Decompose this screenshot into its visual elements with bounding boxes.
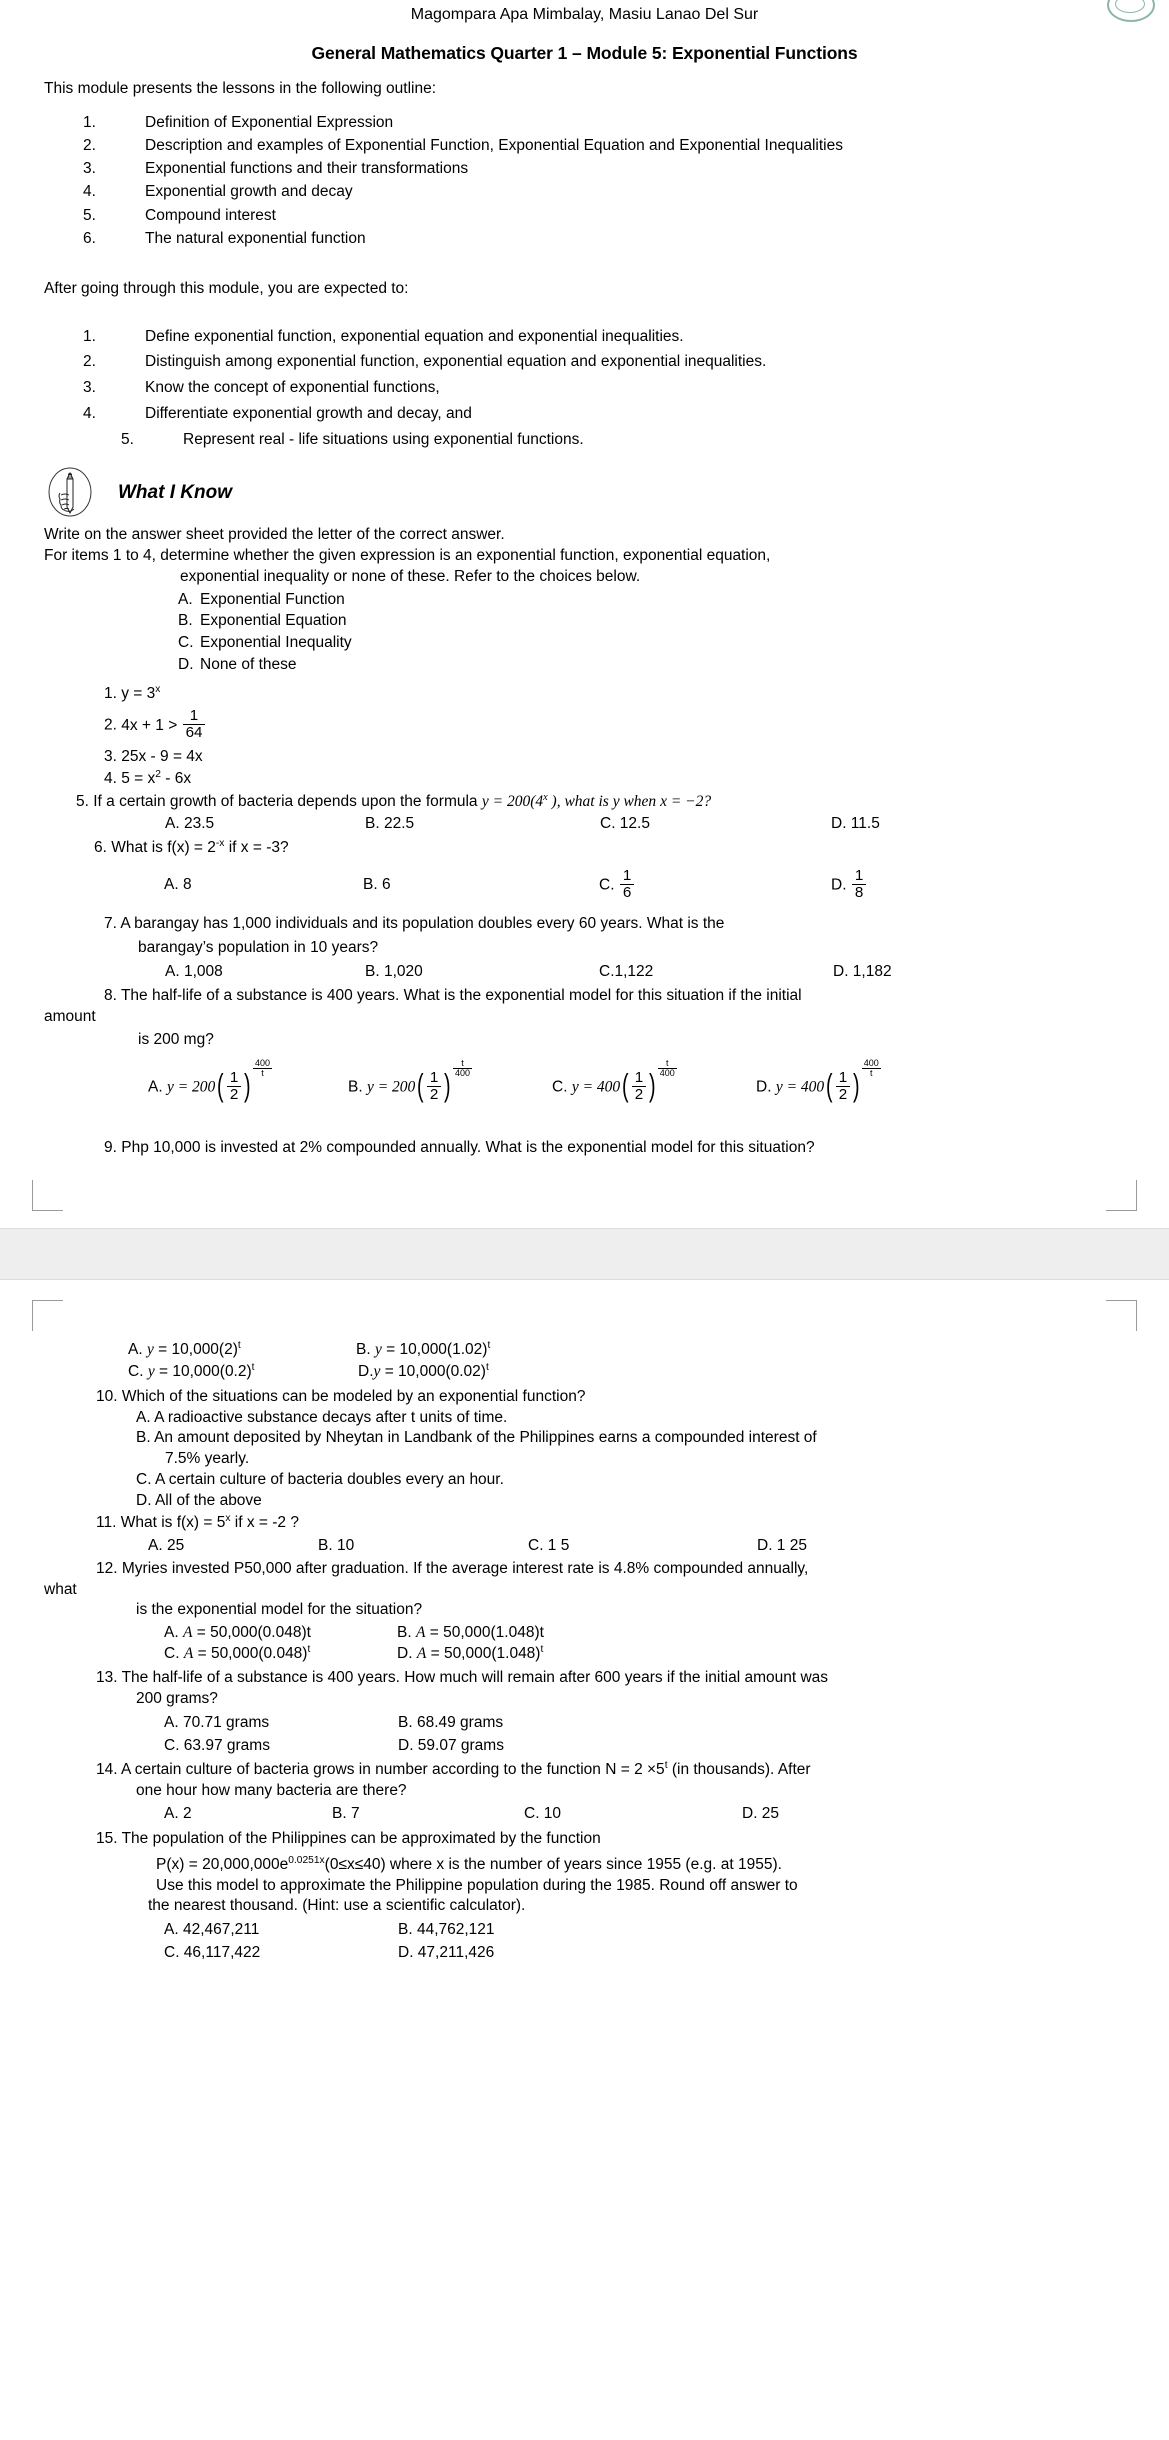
option-b: B. 22.5 — [365, 814, 415, 832]
fraction: $\frac{1}{2}$ — [427, 1070, 441, 1103]
question-12-line-1: Myries invested P50,000 after graduation. If the average interest rate is 4.8% compounded annually, — [121, 1559, 809, 1577]
option-d: D. 25 — [742, 1805, 780, 1823]
outline-list — [28, 113, 1141, 250]
choice-letter: A. — [178, 590, 193, 608]
question-11-text: What is $f(x) = 5^x$ if x = -2 ? — [120, 1513, 299, 1532]
document-page-2 — [0, 1280, 1169, 1975]
option-c: C. $\frac{1}{6}$ — [599, 869, 831, 902]
question-2-number: 2. — [104, 716, 117, 734]
question-9-line-1: Php 10,000 is invested at 2% compounded annually. What is the exponential model for this situation? — [121, 1138, 815, 1156]
option-d: D. 1 25 — [757, 1537, 807, 1555]
question-15-options-row-1 — [28, 1920, 1141, 1941]
outline-item — [83, 136, 1141, 157]
question-15-line-3: Use this model to approximate the Philippine population during the 1985. Round off answer to — [156, 1876, 798, 1894]
exponent-fraction: $\frac{400}{t}$ — [863, 1057, 879, 1078]
shared-choice-d — [178, 655, 1141, 676]
outline-item-label: Exponential growth and decay — [145, 183, 353, 201]
choice-text: Exponential Equation — [200, 612, 347, 630]
question-5-formula: $y = 200(4^x$ ), what is y when x = −2? — [481, 791, 712, 810]
outline-item-number: 5. — [83, 206, 96, 224]
question-15-number: 15. — [96, 1830, 118, 1848]
shared-choice-list — [28, 590, 1141, 676]
objective-item-number: 3. — [83, 379, 96, 397]
question-14 — [28, 1760, 1141, 1781]
page-1-bottom-crop-area — [28, 1158, 1141, 1228]
question-4-expression: $5 = x^2 - 6x$ — [121, 768, 192, 788]
outline-item — [83, 182, 1141, 203]
question-6-text: What is $f(x) = 2^{-x}$ if x = -3? — [111, 838, 289, 857]
question-12-line-3-wrap — [28, 1600, 1141, 1621]
option-b: B. $y = 10,000(1.02)^t$ — [356, 1340, 491, 1359]
school-address: Magompara Apa Mimbalay, Masiu Lanao Del Sur — [410, 6, 759, 23]
outline-item-number: 4. — [83, 183, 96, 201]
question-15-line-1: The population of the Philippines can be approximated by the function — [121, 1830, 601, 1848]
option-b: B. 1,020 — [365, 962, 423, 980]
objectives-list — [28, 327, 1141, 451]
question-6-options — [28, 869, 1141, 902]
question-15-formula-tail: (0≤x≤40) where x is the number of years since 1955 (e.g. at 1955). — [324, 1855, 782, 1873]
what-i-know-header — [28, 467, 1141, 517]
question-13 — [28, 1668, 1141, 1689]
question-7-line-2: barangay’s population in 10 years? — [138, 938, 379, 956]
question-1-number: 1. — [104, 684, 117, 702]
question-13-line-2: 200 grams? — [136, 1689, 218, 1707]
outline-item-number: 3. — [83, 160, 96, 178]
question-8-line-2: amount — [44, 1008, 96, 1026]
question-12-line-2-wrap — [28, 1580, 1141, 1601]
objective-item-label: Define exponential function, exponential equation and exponential inequalities. — [145, 327, 684, 345]
question-8 — [28, 986, 1141, 1007]
question-10-number: 10. — [96, 1387, 118, 1405]
what-i-know-title: What I Know — [118, 481, 232, 503]
question-6-number: 6. — [94, 839, 107, 857]
question-8-number: 8. — [104, 987, 117, 1005]
question-14-line-2: one hour how many bacteria are there? — [136, 1781, 407, 1799]
option-d: D. 59.07 grams — [398, 1737, 504, 1755]
question-5 — [28, 792, 1141, 813]
objective-item — [83, 378, 1141, 399]
fraction: $\frac{1}{6}$ — [620, 868, 634, 901]
option-d: D. y = 400( $\frac{1}{2}$ ) $\frac{400}{t}$ — [756, 1057, 879, 1104]
page-2-top-crop-area — [28, 1280, 1141, 1340]
objective-item — [83, 352, 1141, 373]
question-10-option-a: A. A radioactive substance decays after t units of time. — [136, 1408, 508, 1426]
option-b: B. 10 — [318, 1537, 355, 1555]
choice-text: None of these — [200, 655, 297, 673]
objective-item-number: 1. — [83, 327, 96, 345]
question-11-number: 11. — [96, 1514, 117, 1532]
exponent-fraction: $\frac{400}{t}$ — [254, 1057, 270, 1078]
fraction: $\frac{1}{2}$ — [836, 1070, 850, 1103]
question-3-expression: 25x - 9 = 4x — [121, 748, 203, 766]
question-8-line-3: is 200 mg? — [138, 1030, 214, 1048]
option-a: A. $y = 10,000(2)^t$ — [128, 1340, 241, 1359]
question-10-option-b: B. An amount deposited by Nheytan in Landbank of the Philippines earns a compounded interest of — [136, 1429, 817, 1447]
fraction: $\frac{1}{64}$ — [183, 708, 206, 741]
question-13-options-row-1 — [28, 1713, 1141, 1734]
answer-instruction-2a: For items 1 to 4, determine whether the given expression is an exponential function, exponential equation, — [44, 547, 771, 565]
objective-item-label: Represent real - life situations using exponential functions. — [183, 430, 584, 448]
option-d: $D.y = 10,000(0.02)^t$ — [358, 1361, 489, 1381]
option-b: B. A = 50,000(1.048)t — [397, 1624, 544, 1642]
option-c: C. 12.5 — [600, 814, 650, 832]
question-2-expression: 4x + 1 > $\frac{1}{64}$ — [121, 717, 206, 734]
question-6 — [28, 838, 1141, 859]
option-d: D. 11.5 — [831, 814, 880, 832]
question-14-line-2-wrap — [28, 1781, 1141, 1802]
question-2 — [28, 709, 1141, 742]
option-c: C. 10 — [524, 1805, 562, 1823]
question-5-options — [28, 814, 1141, 835]
option-b: B. 44,762,121 — [398, 1921, 495, 1939]
question-15-line-4-wrap — [28, 1896, 1141, 1917]
question-9 — [28, 1138, 1141, 1159]
question-7-number: 7. — [104, 915, 117, 933]
objective-item-number: 5. — [121, 430, 134, 448]
shared-choice-c — [178, 633, 1141, 654]
crop-mark-top-right — [1106, 1300, 1137, 1331]
option-a: A. 25 — [148, 1537, 185, 1555]
outline-item-number: 1. — [83, 113, 96, 131]
question-7-line-2-wrap — [28, 938, 1141, 959]
question-10-option-b-cont: 7.5% yearly. — [165, 1450, 250, 1468]
question-10 — [28, 1387, 1141, 1408]
question-3 — [28, 747, 1141, 768]
outline-item-number: 6. — [83, 229, 96, 247]
outline-item — [83, 229, 1141, 250]
option-a: A. A = 50,000(0.048)t — [164, 1624, 311, 1642]
objectives-intro: After going through this module, you are expected to: — [44, 279, 409, 297]
option-c: C. 63.97 grams — [164, 1737, 270, 1755]
outline-item-label: Description and examples of Exponential Function, Exponential Equation and Exponential Inequalities — [145, 136, 843, 154]
objective-item-number: 4. — [83, 404, 96, 422]
question-10-option-c: C. A certain culture of bacteria doubles every an hour. — [136, 1470, 504, 1488]
option-d: D. 47,211,426 — [398, 1943, 495, 1961]
question-7-line-1: A barangay has 1,000 individuals and its population doubles every 60 years. What is the — [120, 915, 725, 933]
outline-item-label: Definition of Exponential Expression — [145, 113, 394, 131]
question-12-options-row-1 — [28, 1623, 1141, 1644]
option-a: A. 1,008 — [165, 962, 223, 980]
question-11-options — [28, 1536, 1141, 1557]
module-title: General Mathematics Quarter 1 – Module 5: Exponential Functions — [311, 43, 858, 64]
question-8-line-1: The half-life of a substance is 400 years. What is the exponential model for this situation if the initial — [120, 987, 802, 1005]
option-c: C. 46,117,422 — [164, 1943, 261, 1961]
option-c: C. $A = 50,000(0.048)^t$ — [164, 1643, 311, 1662]
hand-holding-pencil-icon — [44, 467, 96, 517]
outline-item — [83, 159, 1141, 180]
option-b: B. 6 — [363, 876, 391, 894]
question-9-options-row-1 — [28, 1340, 1141, 1361]
option-b: B. 7 — [332, 1805, 360, 1823]
question-15 — [28, 1829, 1141, 1850]
crop-mark-bottom-left — [32, 1180, 63, 1211]
option-c: C. $y = 10,000(0.2)^t$ — [128, 1361, 255, 1381]
outline-item — [83, 206, 1141, 227]
choice-text: Exponential Function — [200, 590, 345, 608]
crop-mark-top-left — [32, 1300, 63, 1331]
outline-intro: This module presents the lessons in the following outline: — [44, 79, 437, 97]
page-break-separator — [0, 1228, 1169, 1280]
outline-item-label: Compound interest — [145, 206, 276, 224]
question-15-line-3-wrap — [28, 1876, 1141, 1897]
objective-item-label: Know the concept of exponential functions, — [145, 379, 440, 397]
outline-item-label: The natural exponential function — [145, 229, 366, 247]
question-8-options — [28, 1057, 1141, 1104]
question-9-number: 9. — [104, 1138, 117, 1156]
question-14-line-1: A certain culture of bacteria grows in number according to the function $N = 2 \times 5^t$ (in thousands). After — [121, 1759, 811, 1778]
question-12-line-2: what — [44, 1580, 77, 1598]
outline-item — [83, 113, 1141, 134]
question-10-option-d: D. All of the above — [136, 1491, 262, 1509]
option-d: D. 1,182 — [833, 962, 892, 980]
option-b: B. y = 200( $\frac{1}{2}$ ) $\frac{t}{400}$ — [348, 1057, 470, 1104]
question-15-options-row-2 — [28, 1943, 1141, 1976]
option-b: B. 68.49 grams — [398, 1714, 504, 1732]
fraction: $\frac{1}{8}$ — [852, 868, 866, 901]
objective-item — [83, 404, 1141, 425]
question-11 — [28, 1513, 1141, 1534]
option-c: C.1,122 — [599, 962, 654, 980]
outline-item-label: Exponential functions and their transformations — [145, 160, 469, 178]
answer-instruction-1: Write on the answer sheet provided the letter of the correct answer. — [44, 526, 505, 544]
question-5-text: If a certain growth of bacteria depends upon the formula — [93, 792, 482, 810]
question-5-number: 5. — [76, 792, 89, 810]
objective-item — [83, 327, 1141, 348]
question-8-line-2-wrap — [28, 1007, 1141, 1028]
crop-mark-bottom-right — [1106, 1180, 1137, 1211]
question-1-expression: $y = 3^x$ — [121, 683, 161, 702]
objective-item-label: Distinguish among exponential function, exponential equation and exponential inequalities. — [145, 353, 767, 371]
choice-letter: B. — [178, 612, 193, 630]
question-12-options-row-2 — [28, 1644, 1141, 1665]
answer-instruction-2b: exponential inequality or none of these. Refer to the choices below. — [180, 567, 641, 585]
choice-text: Exponential Inequality — [200, 634, 352, 652]
fraction: $\frac{1}{2}$ — [227, 1070, 241, 1103]
option-c: C. y = 400( $\frac{1}{2}$ ) $\frac{t}{400}$ — [552, 1057, 675, 1104]
question-12-number: 12. — [96, 1559, 118, 1577]
question-10-line-1: Which of the situations can be modeled by an exponential function? — [121, 1387, 586, 1405]
option-a: A. 8 — [164, 876, 192, 894]
choice-letter: C. — [178, 634, 194, 652]
question-14-number: 14. — [96, 1760, 118, 1778]
question-15-formula-line — [28, 1855, 1141, 1876]
option-c: C. 1 5 — [528, 1537, 570, 1555]
objective-item-label: Differentiate exponential growth and decay, and — [145, 404, 472, 422]
question-12-line-3: is the exponential model for the situation? — [136, 1601, 423, 1619]
question-7 — [28, 914, 1141, 935]
question-15-formula-exponent: 0.0251x — [288, 1854, 325, 1866]
question-4-number: 4. — [104, 770, 117, 788]
question-4 — [28, 769, 1141, 790]
option-a: A. 42,467,211 — [164, 1921, 260, 1939]
fraction: $\frac{1}{2}$ — [632, 1070, 646, 1103]
question-15-formula-head: P(x) = 20,000,000e — [156, 1855, 289, 1873]
shared-choice-b — [178, 611, 1141, 632]
question-13-options-row-2 — [28, 1736, 1141, 1757]
question-14-options — [28, 1804, 1141, 1825]
question-3-number: 3. — [104, 748, 117, 766]
option-d: D. $\frac{1}{8}$ — [831, 869, 867, 902]
shared-choice-a — [178, 590, 1141, 611]
outline-item-number: 2. — [83, 136, 96, 154]
question-13-number: 13. — [96, 1668, 118, 1686]
question-15-line-4: the nearest thousand. (Hint: use a scientific calculator). — [148, 1897, 526, 1915]
exponent-fraction: $\frac{t}{400}$ — [659, 1057, 675, 1078]
question-13-line-2-wrap — [28, 1689, 1141, 1710]
choice-letter: D. — [178, 655, 194, 673]
question-13-line-1: The half-life of a substance is 400 years. How much will remain after 600 years if the initial amount was — [121, 1668, 829, 1686]
option-d: D. $A = 50,000(1.048)^t$ — [397, 1643, 544, 1662]
objective-item-number: 2. — [83, 353, 96, 371]
question-7-options — [28, 962, 1141, 983]
option-a: A. 70.71 grams — [164, 1714, 270, 1732]
question-8-line-3-wrap — [28, 1030, 1141, 1051]
option-a: A. y = 200( $\frac{1}{2}$ ) $\frac{400}{t}$ — [148, 1057, 270, 1104]
question-12 — [28, 1559, 1141, 1580]
question-9-options-row-2 — [28, 1362, 1141, 1383]
option-a: A. 23.5 — [165, 814, 215, 832]
objective-item — [83, 430, 1141, 451]
option-a: A. 2 — [164, 1805, 192, 1823]
exponent-fraction: $\frac{t}{400}$ — [454, 1057, 470, 1078]
question-1 — [28, 684, 1141, 705]
